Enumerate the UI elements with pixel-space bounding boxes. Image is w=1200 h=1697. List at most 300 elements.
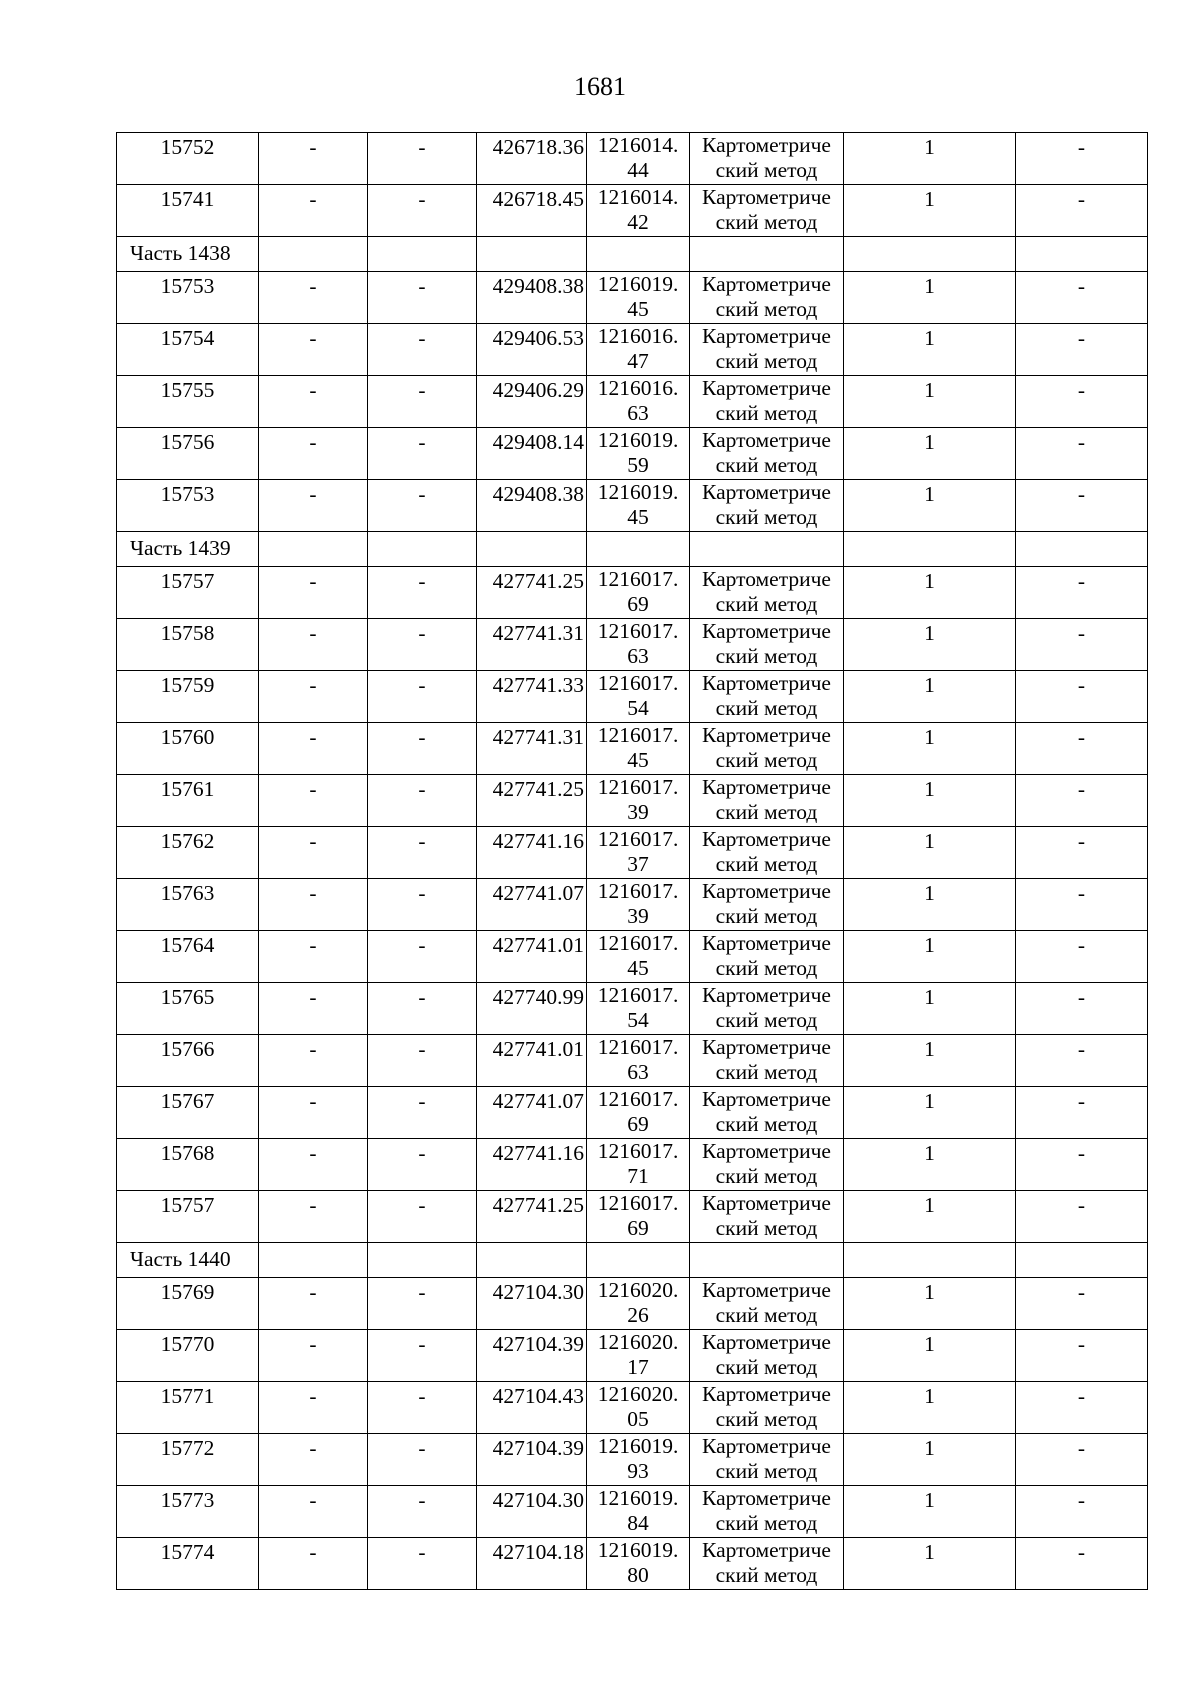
dash-cell: -: [368, 272, 477, 324]
y-coordinate-cell-line-1: 1216017.: [597, 983, 679, 1007]
point-id-cell: 15754: [117, 324, 259, 376]
y-coordinate-cell-line-1: 1216020.: [597, 1330, 679, 1354]
method-cell-line-1: Картометриче: [702, 983, 831, 1007]
y-coordinate-cell-line-1: 1216019.: [597, 1486, 679, 1510]
table-row: [117, 185, 1148, 237]
description-cell: -: [1016, 133, 1148, 185]
x-coordinate-cell: 427104.39: [477, 1330, 587, 1382]
y-coordinate-cell: [587, 324, 690, 376]
description-cell: -: [1016, 324, 1148, 376]
dash-cell: -: [259, 324, 368, 376]
description-cell: -: [1016, 567, 1148, 619]
method-cell-line-2: ский метод: [715, 644, 818, 668]
dash-cell: -: [368, 983, 477, 1035]
accuracy-cell: 1: [844, 480, 1016, 532]
y-coordinate-cell-line-2: 80: [627, 1563, 649, 1587]
dash-cell: -: [368, 324, 477, 376]
y-coordinate-cell-line-1: 1216014.: [597, 133, 679, 157]
table-row: [117, 428, 1148, 480]
x-coordinate-cell: 427104.39: [477, 1434, 587, 1486]
y-coordinate-cell-line-2: 39: [627, 800, 649, 824]
dash-cell: -: [259, 1035, 368, 1087]
dash-cell: -: [259, 1278, 368, 1330]
y-coordinate-cell-line-1: 1216017.: [597, 931, 679, 955]
method-cell: [690, 775, 844, 827]
y-coordinate-cell-line-1: 1216019.: [597, 1538, 679, 1562]
x-coordinate-cell: 427741.16: [477, 1139, 587, 1191]
empty-cell: [259, 237, 368, 272]
y-coordinate-cell: [587, 480, 690, 532]
dash-cell: -: [259, 931, 368, 983]
accuracy-cell: 1: [844, 1139, 1016, 1191]
method-cell-line-1: Картометриче: [702, 827, 831, 851]
description-cell: -: [1016, 1035, 1148, 1087]
x-coordinate-cell: 426718.36: [477, 133, 587, 185]
method-cell-line-2: ский метод: [715, 401, 818, 425]
x-coordinate-cell: 427104.30: [477, 1278, 587, 1330]
y-coordinate-cell-line-1: 1216017.: [597, 879, 679, 903]
dash-cell: -: [368, 1035, 477, 1087]
accuracy-cell: 1: [844, 1035, 1016, 1087]
method-cell-line-2: ский метод: [715, 453, 818, 477]
empty-cell: [690, 1243, 844, 1278]
method-cell-line-1: Картометриче: [702, 133, 831, 157]
table-row: [117, 376, 1148, 428]
point-id-cell: 15768: [117, 1139, 259, 1191]
dash-cell: -: [368, 827, 477, 879]
description-cell: -: [1016, 185, 1148, 237]
y-coordinate-cell: [587, 1035, 690, 1087]
x-coordinate-cell: 427741.01: [477, 1035, 587, 1087]
description-cell: -: [1016, 879, 1148, 931]
dash-cell: -: [368, 185, 477, 237]
x-coordinate-cell: 427741.01: [477, 931, 587, 983]
dash-cell: -: [368, 428, 477, 480]
table-row: [117, 1139, 1148, 1191]
y-coordinate-cell-line-2: 63: [627, 1060, 649, 1084]
y-coordinate-cell-line-2: 54: [627, 1008, 649, 1032]
y-coordinate-cell: [587, 1087, 690, 1139]
table-row: [117, 827, 1148, 879]
y-coordinate-cell-line-1: 1216016.: [597, 324, 679, 348]
y-coordinate-cell: [587, 567, 690, 619]
table-row: [117, 671, 1148, 723]
method-cell-line-1: Картометриче: [702, 480, 831, 504]
dash-cell: -: [259, 1538, 368, 1590]
table-row: [117, 567, 1148, 619]
point-id-cell: 15764: [117, 931, 259, 983]
empty-cell: [368, 1243, 477, 1278]
table-row: [117, 1538, 1148, 1590]
table-row: [117, 879, 1148, 931]
section-row: [117, 1243, 1148, 1278]
table-row: [117, 480, 1148, 532]
table-row: [117, 775, 1148, 827]
description-cell: -: [1016, 1538, 1148, 1590]
y-coordinate-cell-line-1: 1216019.: [597, 428, 679, 452]
y-coordinate-cell-line-1: 1216019.: [597, 272, 679, 296]
method-cell: [690, 671, 844, 723]
method-cell-line-1: Картометриче: [702, 619, 831, 643]
table-row: [117, 1330, 1148, 1382]
method-cell: [690, 185, 844, 237]
method-cell: [690, 1191, 844, 1243]
y-coordinate-cell: [587, 723, 690, 775]
point-id-cell: 15753: [117, 272, 259, 324]
method-cell-line-1: Картометриче: [702, 185, 831, 209]
point-id-cell: 15770: [117, 1330, 259, 1382]
dash-cell: -: [259, 376, 368, 428]
y-coordinate-cell-line-2: 17: [627, 1355, 649, 1379]
dash-cell: -: [259, 723, 368, 775]
dash-cell: -: [368, 671, 477, 723]
method-cell-line-2: ский метод: [715, 1511, 818, 1535]
method-cell-line-2: ский метод: [715, 748, 818, 772]
empty-cell: [1016, 532, 1148, 567]
dash-cell: -: [259, 133, 368, 185]
method-cell-line-2: ский метод: [715, 1303, 818, 1327]
section-row: [117, 532, 1148, 567]
method-cell: [690, 428, 844, 480]
description-cell: -: [1016, 1139, 1148, 1191]
dash-cell: -: [368, 1486, 477, 1538]
table-row: [117, 1035, 1148, 1087]
y-coordinate-cell: [587, 376, 690, 428]
method-cell: [690, 1382, 844, 1434]
method-cell-line-2: ский метод: [715, 1112, 818, 1136]
table-row: [117, 324, 1148, 376]
method-cell-line-1: Картометриче: [702, 1278, 831, 1302]
description-cell: -: [1016, 671, 1148, 723]
method-cell-line-1: Картометриче: [702, 1434, 831, 1458]
dash-cell: -: [259, 1486, 368, 1538]
method-cell-line-2: ский метод: [715, 1355, 818, 1379]
method-cell: [690, 1330, 844, 1382]
method-cell-line-2: ский метод: [715, 1459, 818, 1483]
x-coordinate-cell: 427741.25: [477, 775, 587, 827]
y-coordinate-cell-line-2: 54: [627, 696, 649, 720]
description-cell: -: [1016, 931, 1148, 983]
point-id-cell: 15765: [117, 983, 259, 1035]
y-coordinate-cell-line-1: 1216017.: [597, 1087, 679, 1111]
empty-cell: [259, 1243, 368, 1278]
point-id-cell: 15771: [117, 1382, 259, 1434]
method-cell-line-2: ский метод: [715, 210, 818, 234]
y-coordinate-cell-line-1: 1216017.: [597, 1139, 679, 1163]
method-cell-line-1: Картометриче: [702, 1382, 831, 1406]
description-cell: -: [1016, 428, 1148, 480]
description-cell: -: [1016, 1087, 1148, 1139]
method-cell: [690, 376, 844, 428]
dash-cell: -: [259, 1330, 368, 1382]
y-coordinate-cell-line-2: 63: [627, 644, 649, 668]
method-cell: [690, 480, 844, 532]
dash-cell: -: [368, 1139, 477, 1191]
method-cell: [690, 324, 844, 376]
method-cell-line-1: Картометриче: [702, 931, 831, 955]
method-cell-line-2: ский метод: [715, 158, 818, 182]
y-coordinate-cell-line-2: 39: [627, 904, 649, 928]
dash-cell: -: [259, 827, 368, 879]
empty-cell: [844, 532, 1016, 567]
y-coordinate-cell-line-1: 1216020.: [597, 1382, 679, 1406]
dash-cell: -: [259, 1382, 368, 1434]
accuracy-cell: 1: [844, 185, 1016, 237]
method-cell-line-1: Картометриче: [702, 879, 831, 903]
table-row: [117, 272, 1148, 324]
method-cell: [690, 983, 844, 1035]
method-cell: [690, 827, 844, 879]
x-coordinate-cell: 427104.30: [477, 1486, 587, 1538]
dash-cell: -: [259, 1191, 368, 1243]
table-row: [117, 1434, 1148, 1486]
y-coordinate-cell-line-2: 45: [627, 505, 649, 529]
method-cell-line-2: ский метод: [715, 696, 818, 720]
table-row: [117, 1087, 1148, 1139]
dash-cell: -: [368, 931, 477, 983]
point-id-cell: 15773: [117, 1486, 259, 1538]
dash-cell: -: [259, 983, 368, 1035]
y-coordinate-cell: [587, 619, 690, 671]
method-cell: [690, 272, 844, 324]
dash-cell: -: [259, 428, 368, 480]
method-cell-line-1: Картометриче: [702, 1139, 831, 1163]
dash-cell: -: [368, 376, 477, 428]
method-cell: [690, 1538, 844, 1590]
point-id-cell: 15758: [117, 619, 259, 671]
empty-cell: [844, 1243, 1016, 1278]
table-row: [117, 133, 1148, 185]
method-cell: [690, 879, 844, 931]
method-cell-line-2: ский метод: [715, 592, 818, 616]
y-coordinate-cell: [587, 1278, 690, 1330]
dash-cell: -: [368, 619, 477, 671]
y-coordinate-cell: [587, 931, 690, 983]
empty-cell: [477, 532, 587, 567]
x-coordinate-cell: 427741.31: [477, 723, 587, 775]
y-coordinate-cell-line-2: 26: [627, 1303, 649, 1327]
table-body: [117, 133, 1148, 1590]
dash-cell: -: [368, 1330, 477, 1382]
point-id-cell: 15753: [117, 480, 259, 532]
y-coordinate-cell-line-1: 1216017.: [597, 723, 679, 747]
y-coordinate-cell-line-2: 45: [627, 956, 649, 980]
method-cell: [690, 133, 844, 185]
point-id-cell: 15760: [117, 723, 259, 775]
accuracy-cell: 1: [844, 619, 1016, 671]
y-coordinate-cell-line-2: 42: [627, 210, 649, 234]
method-cell-line-1: Картометриче: [702, 775, 831, 799]
section-label: Часть 1438: [117, 237, 259, 272]
table-row: [117, 1278, 1148, 1330]
table-row: [117, 931, 1148, 983]
accuracy-cell: 1: [844, 376, 1016, 428]
dash-cell: -: [368, 480, 477, 532]
y-coordinate-cell: [587, 1139, 690, 1191]
method-cell-line-1: Картометриче: [702, 324, 831, 348]
y-coordinate-cell-line-1: 1216017.: [597, 671, 679, 695]
method-cell: [690, 1486, 844, 1538]
accuracy-cell: 1: [844, 1087, 1016, 1139]
y-coordinate-cell: [587, 1538, 690, 1590]
x-coordinate-cell: 427104.18: [477, 1538, 587, 1590]
description-cell: -: [1016, 1382, 1148, 1434]
method-cell-line-2: ский метод: [715, 904, 818, 928]
dash-cell: -: [259, 1087, 368, 1139]
dash-cell: -: [259, 671, 368, 723]
x-coordinate-cell: 427741.31: [477, 619, 587, 671]
empty-cell: [690, 532, 844, 567]
table-row: [117, 723, 1148, 775]
method-cell-line-1: Картометриче: [702, 1538, 831, 1562]
y-coordinate-cell: [587, 1191, 690, 1243]
dash-cell: -: [259, 1434, 368, 1486]
dash-cell: -: [368, 1538, 477, 1590]
y-coordinate-cell-line-2: 05: [627, 1407, 649, 1431]
y-coordinate-cell: [587, 1486, 690, 1538]
point-id-cell: 15755: [117, 376, 259, 428]
method-cell-line-2: ский метод: [715, 800, 818, 824]
empty-cell: [477, 1243, 587, 1278]
dash-cell: -: [368, 1191, 477, 1243]
empty-cell: [690, 237, 844, 272]
description-cell: -: [1016, 272, 1148, 324]
point-id-cell: 15762: [117, 827, 259, 879]
description-cell: -: [1016, 983, 1148, 1035]
method-cell-line-2: ский метод: [715, 1563, 818, 1587]
accuracy-cell: 1: [844, 1538, 1016, 1590]
x-coordinate-cell: 426718.45: [477, 185, 587, 237]
accuracy-cell: 1: [844, 931, 1016, 983]
section-label: Часть 1439: [117, 532, 259, 567]
method-cell: [690, 1434, 844, 1486]
method-cell-line-2: ский метод: [715, 1060, 818, 1084]
x-coordinate-cell: 429408.38: [477, 480, 587, 532]
accuracy-cell: 1: [844, 1278, 1016, 1330]
method-cell-line-1: Картометриче: [702, 376, 831, 400]
x-coordinate-cell: 427741.25: [477, 567, 587, 619]
method-cell: [690, 723, 844, 775]
y-coordinate-cell-line-2: 45: [627, 748, 649, 772]
method-cell-line-2: ский метод: [715, 956, 818, 980]
dash-cell: -: [259, 567, 368, 619]
dash-cell: -: [259, 775, 368, 827]
x-coordinate-cell: 429408.14: [477, 428, 587, 480]
method-cell-line-2: ский метод: [715, 1164, 818, 1188]
method-cell-line-1: Картометриче: [702, 1087, 831, 1111]
method-cell-line-2: ский метод: [715, 297, 818, 321]
description-cell: -: [1016, 1191, 1148, 1243]
point-id-cell: 15767: [117, 1087, 259, 1139]
method-cell-line-1: Картометриче: [702, 567, 831, 591]
x-coordinate-cell: 427741.07: [477, 879, 587, 931]
y-coordinate-cell: [587, 428, 690, 480]
dash-cell: -: [368, 133, 477, 185]
method-cell-line-1: Картометриче: [702, 1191, 831, 1215]
y-coordinate-cell: [587, 827, 690, 879]
point-id-cell: 15757: [117, 1191, 259, 1243]
point-id-cell: 15757: [117, 567, 259, 619]
y-coordinate-cell-line-2: 44: [627, 158, 649, 182]
accuracy-cell: 1: [844, 1486, 1016, 1538]
method-cell-line-2: ский метод: [715, 852, 818, 876]
description-cell: -: [1016, 619, 1148, 671]
y-coordinate-cell-line-2: 45: [627, 297, 649, 321]
point-id-cell: 15772: [117, 1434, 259, 1486]
method-cell-line-1: Картометриче: [702, 428, 831, 452]
y-coordinate-cell: [587, 185, 690, 237]
accuracy-cell: 1: [844, 428, 1016, 480]
dash-cell: -: [259, 879, 368, 931]
accuracy-cell: 1: [844, 827, 1016, 879]
dash-cell: -: [259, 1139, 368, 1191]
empty-cell: [368, 237, 477, 272]
method-cell-line-1: Картометриче: [702, 272, 831, 296]
accuracy-cell: 1: [844, 1330, 1016, 1382]
accuracy-cell: 1: [844, 879, 1016, 931]
description-cell: -: [1016, 376, 1148, 428]
y-coordinate-cell-line-2: 69: [627, 592, 649, 616]
accuracy-cell: 1: [844, 1191, 1016, 1243]
point-id-cell: 15756: [117, 428, 259, 480]
method-cell-line-1: Картометриче: [702, 1035, 831, 1059]
accuracy-cell: 1: [844, 1382, 1016, 1434]
description-cell: -: [1016, 1434, 1148, 1486]
accuracy-cell: 1: [844, 775, 1016, 827]
y-coordinate-cell-line-2: 71: [627, 1164, 649, 1188]
description-cell: -: [1016, 723, 1148, 775]
empty-cell: [477, 237, 587, 272]
y-coordinate-cell-line-1: 1216017.: [597, 619, 679, 643]
empty-cell: [587, 532, 690, 567]
table-row: [117, 983, 1148, 1035]
page-number: 1681: [574, 72, 626, 101]
x-coordinate-cell: 427741.16: [477, 827, 587, 879]
y-coordinate-cell: [587, 1434, 690, 1486]
method-cell-line-1: Картометриче: [702, 723, 831, 747]
point-id-cell: 15769: [117, 1278, 259, 1330]
accuracy-cell: 1: [844, 272, 1016, 324]
y-coordinate-cell-line-1: 1216019.: [597, 480, 679, 504]
y-coordinate-cell: [587, 879, 690, 931]
y-coordinate-cell-line-2: 69: [627, 1112, 649, 1136]
y-coordinate-cell-line-1: 1216017.: [597, 775, 679, 799]
method-cell-line-2: ский метод: [715, 505, 818, 529]
method-cell: [690, 1139, 844, 1191]
x-coordinate-cell: 427741.33: [477, 671, 587, 723]
method-cell-line-1: Картометриче: [702, 1330, 831, 1354]
y-coordinate-cell-line-1: 1216017.: [597, 1035, 679, 1059]
table-row: [117, 619, 1148, 671]
empty-cell: [368, 532, 477, 567]
y-coordinate-cell: [587, 272, 690, 324]
dash-cell: -: [368, 1434, 477, 1486]
y-coordinate-cell: [587, 671, 690, 723]
description-cell: -: [1016, 1330, 1148, 1382]
y-coordinate-cell-line-2: 84: [627, 1511, 649, 1535]
method-cell-line-2: ский метод: [715, 1216, 818, 1240]
dash-cell: -: [368, 723, 477, 775]
y-coordinate-cell-line-2: 59: [627, 453, 649, 477]
dash-cell: -: [368, 567, 477, 619]
accuracy-cell: 1: [844, 983, 1016, 1035]
x-coordinate-cell: 429408.38: [477, 272, 587, 324]
method-cell: [690, 1087, 844, 1139]
dash-cell: -: [259, 619, 368, 671]
accuracy-cell: 1: [844, 567, 1016, 619]
x-coordinate-cell: 429406.29: [477, 376, 587, 428]
dash-cell: -: [368, 1382, 477, 1434]
